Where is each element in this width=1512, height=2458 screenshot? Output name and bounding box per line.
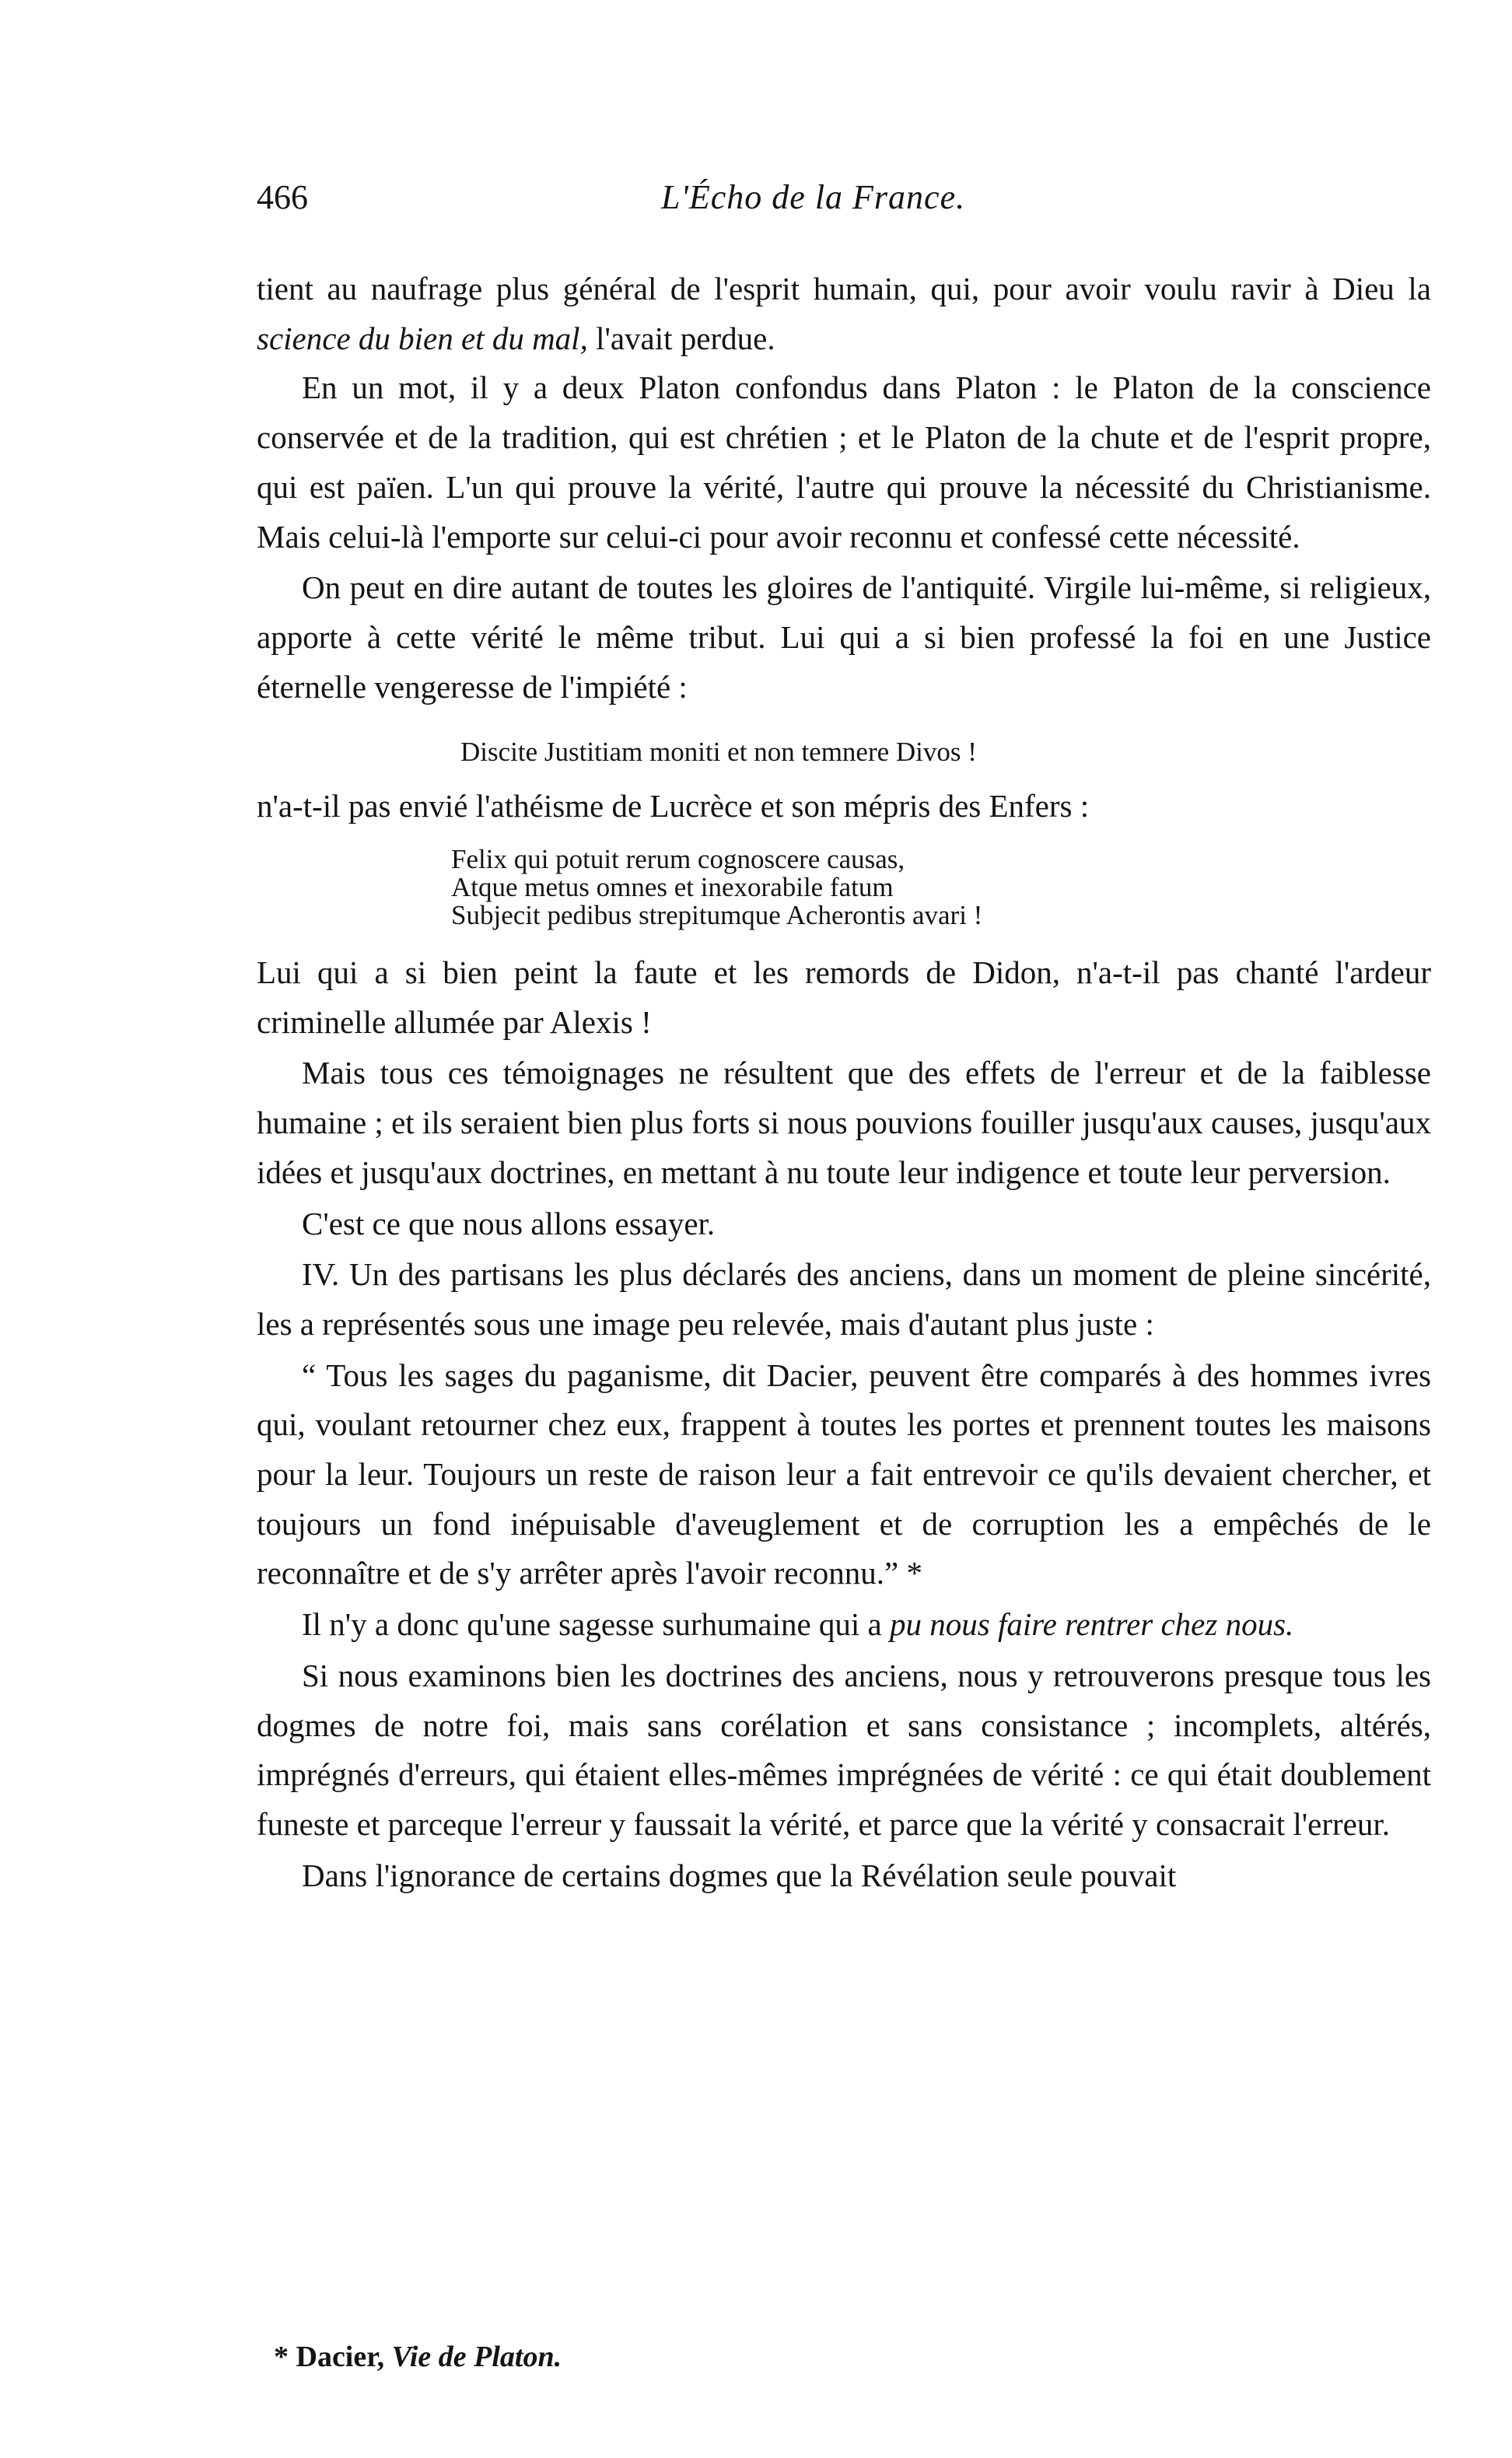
quoted-paragraph: “ Tous les sages du paganisme, dit Dacier, peuvent être comparés à des hommes ivres qui, voulant retourner chez eux, frappent à toutes les portes et prennent toutes les maisons pour la leur. Toujours un reste de raison leur a fait entrevoir ce qu'ils devaient chercher, et toujours un fond inépuisable d'aveuglement et de corruption les a empêchés de le reconnaître et de s'y arrêter après l'avoir reconnu.” *: [257, 1357, 1431, 1591]
paragraph: C'est ce que nous allons essayer.: [302, 1205, 716, 1241]
paragraph: Lui qui a si bien peint la faute et les remords de Didon, n'a-t-il pas chanté l'ardeur criminelle allumée par Alexis !: [257, 954, 1431, 1040]
paragraph: n'a-t-il pas envié l'athéisme de Lucrèce et son mépris des Enfers :: [257, 788, 1090, 825]
verse-quotation: [451, 846, 1431, 930]
emphasis-text: pu nous faire rentrer chez nous.: [890, 1606, 1294, 1643]
paragraph: [257, 1600, 1431, 1650]
paragraph: Dans l'ignorance de certains dogmes que la Révélation seule pouvait: [302, 1857, 1177, 1893]
paragraph-text: l'avait perdue.: [587, 320, 775, 356]
paragraph: [257, 264, 1431, 363]
paragraph-text: Il n'y a donc qu'une sagesse surhumaine qui a: [302, 1606, 890, 1643]
paragraph-text: tient au naufrage plus général de l'esprit humain, qui, pour avoir voulu ravir à Dieu la: [257, 271, 1431, 306]
verse-line: Felix qui potuit rerum cognoscere causas,: [451, 844, 905, 875]
footnote-title: Vie de Platon.: [391, 2341, 562, 2373]
running-header: [257, 177, 1423, 224]
page-body: [257, 264, 1431, 1900]
verse-quotation: Discite Justitiam moniti et non temnere Divos !: [460, 737, 977, 768]
footnote-author: Dacier,: [296, 2341, 385, 2373]
verse-line: Atque metus omnes et inexorabile fatum: [451, 872, 894, 903]
emphasis-text: science du bien et du mal,: [257, 320, 588, 356]
paragraph: Mais tous ces témoignages ne résultent que des effets de l'erreur et de la faiblesse humaine ; et ils seraient bien plus forts si nous pouvions fouiller jusqu'aux causes, jusqu'aux idées et jusqu'aux doctrines, en mettant à nu toute leur indigence et toute leur perversion.: [257, 1055, 1431, 1190]
verse-line: Subjecit pedibus strepitumque Acherontis avari !: [451, 900, 983, 931]
paragraph: En un mot, il y a deux Platon confondus dans Platon : le Platon de la conscience conservée et de la tradition, qui est chrétien ; et le Platon de la chute et de l'esprit propre, qui est païen. L'un qui prouve la vérité, l'autre qui prouve la nécessité du Christianisme. Mais celui-là l'emporte sur celui-ci pour avoir reconnu et confessé cette nécessité.: [257, 369, 1431, 555]
footnote-mark: *: [274, 2341, 289, 2373]
paragraph: On peut en dire autant de toutes les gloires de l'antiquité. Virgile lui-même, si religieux, apporte à cette vérité le même tribut. Lui qui a si bien professé la foi en une Justice éternelle vengeresse de l'impiété :: [257, 569, 1431, 705]
paragraph: Si nous examinons bien les doctrines des anciens, nous y retrouverons presque tous les dogmes de notre foi, mais sans corélation et sans consistance ; incomplets, altérés, imprégnés d'erreurs, qui étaient elles-mêmes imprégnées de vérité : ce qui était doublement funeste et parceque l'erreur y faussait la vérité, et parce que la vérité y consacrait l'erreur.: [257, 1657, 1431, 1842]
page-number: 466: [257, 178, 308, 216]
footnote: [274, 2340, 562, 2374]
running-title: L'Écho de la France.: [661, 178, 966, 216]
paragraph: IV. Un des partisans les plus déclarés des anciens, dans un moment de pleine sincérité, les a représentés sous une image peu relevée, mais d'autant plus juste :: [257, 1256, 1431, 1342]
